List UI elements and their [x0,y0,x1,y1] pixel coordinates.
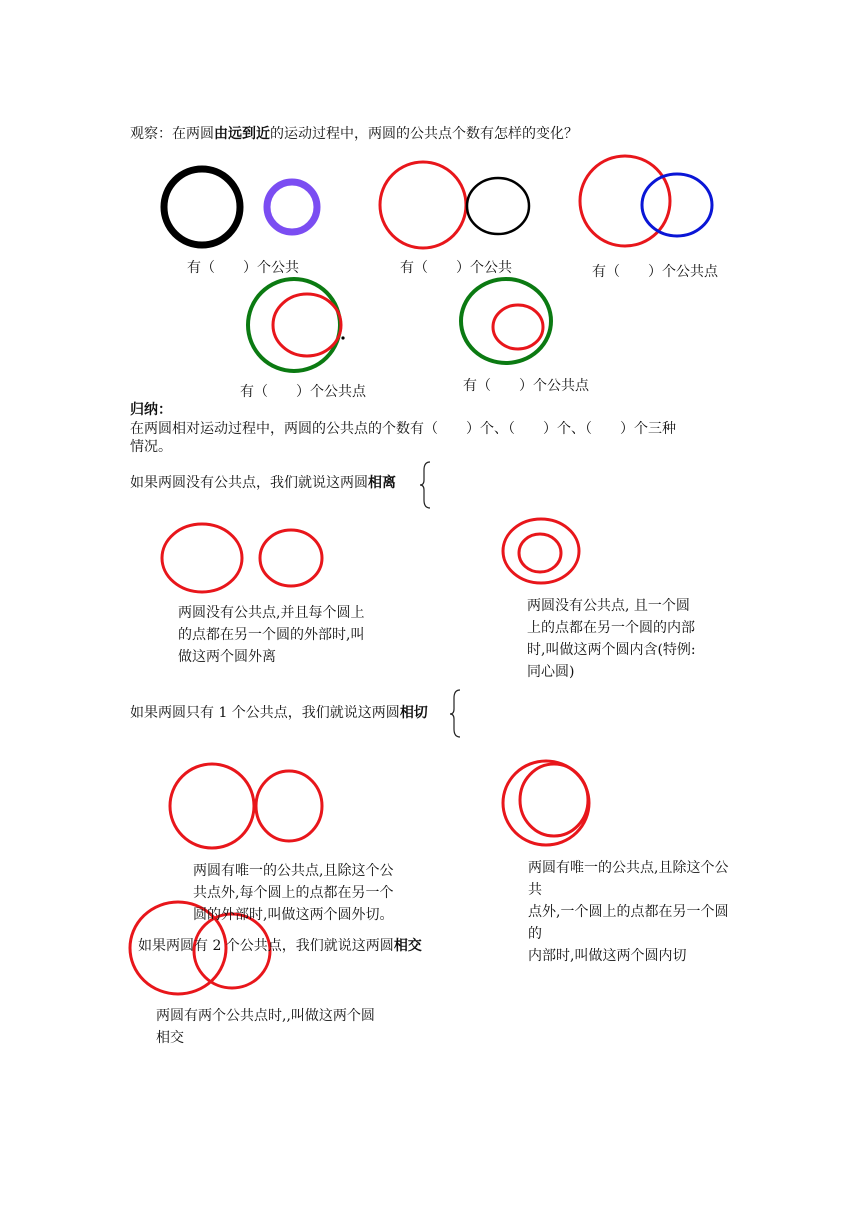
diagram-externally-separate [162,524,322,592]
intro-line: 观察：在两圆由远到近的运动过程中，两圆的公共点个数有怎样的变化？ [130,126,578,142]
red-circle [580,156,670,246]
caption-external-tangent: 有（ ）个公共 [400,260,512,276]
red-circle [380,162,466,248]
caption-internal-tangent: 有（ ）个公共点 [240,384,366,400]
tangent-lead: 如果两圆只有 1 个公共点，我们就说这两圆相切 [130,705,428,721]
diagram-external-tangent-top [380,162,529,248]
separate-lead: 如果两圆没有公共点，我们就说这两圆相离 [130,475,396,491]
blue-circle [642,174,712,236]
intersect-text: 两圆有两个公共点时,,叫做这两个圆 相交 [156,1008,375,1046]
red-circle [493,305,543,349]
red-circle [273,294,341,356]
black-circle [467,178,529,234]
brace-separate [420,462,430,508]
caption-contained: 有（ ）个公共点 [463,378,589,394]
tangent-external-text: 两圆有唯一的公共点,且除这个公 共点外,每个圆上的点都在另一个 圆的外部时,叫做这两个圆外切。 [193,863,394,923]
caption-intersecting: 有（ ）个公共点 [592,264,718,280]
caption-far-apart: 有（ ）个公共 [187,260,299,276]
green-circle [248,279,340,371]
separate-external-text: 两圆没有公共点,并且每个圆上 的点都在另一个圆的外部时,叫 做这两个圆外离 [178,605,365,665]
purple-circle [267,182,317,232]
diagram-far-apart [164,169,317,245]
tangent-term: 相切 [399,705,428,721]
summary-line-1: 在两圆相对运动过程中，两圆的公共点的个数有（ ）个、（ ）个、（ ）个三种 [130,421,676,437]
diagram-internally-tangent [503,761,589,845]
intersect-term: 相交 [393,938,422,954]
tangent-point [341,336,344,339]
diagram-intersecting-top [580,156,712,246]
diagram-contained-top [461,279,551,363]
summary-line-2: 情况。 [130,439,172,455]
separate-term: 相离 [368,475,396,491]
diagram-externally-tangent [170,764,322,848]
summary-heading: 归纳： [130,402,172,418]
diagram-internally-contained [503,519,579,583]
intro-emphasis: 由远到近 [214,126,270,142]
tangent-internal-text: 两圆有唯一的公共点,且除这个公 共 点外,一个圆上的点都在另一个圆 的 内部时,叫做这两个圆内切 [528,860,729,964]
black-thick-circle [164,169,240,245]
diagram-internal-tangent-top [248,279,345,371]
green-circle [461,279,551,363]
brace-tangent [450,690,460,737]
intersect-lead: 如果两圆有 2 个公共点，我们就说这两圆相交 [138,938,422,954]
separate-internal-text: 两圆没有公共点, 且一个圆 上的点都在另一个圆的内部 时,叫做这两个圆内含(特例: 同心圆) [527,598,696,680]
